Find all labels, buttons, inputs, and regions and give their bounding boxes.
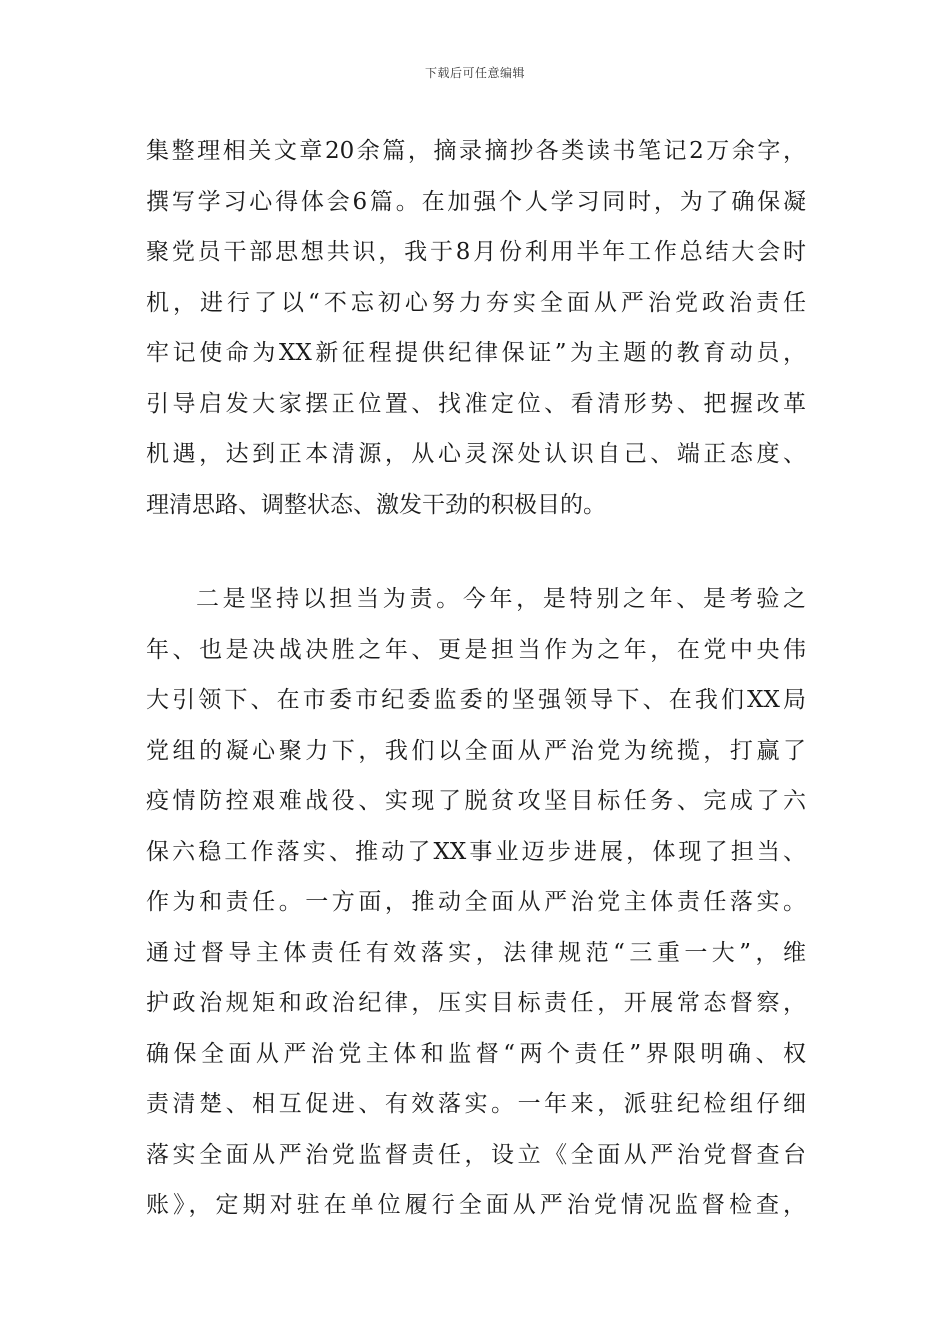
- text-line: 聚党员干部思想共识，我于8月份利用半年工作总结大会时: [146, 239, 806, 265]
- text-line: 二是坚持以担当为责。今年，是特别之年、是考验之: [196, 586, 806, 612]
- text-line: 通过督导主体责任有效落实，法律规范“三重一大”，维: [146, 939, 806, 966]
- text-line: 账》，定期对驻在单位履行全面从严治党情况监督检查，: [146, 1192, 806, 1218]
- text-line: 大引领下、在市委市纪委监委的坚强领导下、在我们XX局: [146, 687, 806, 713]
- text-line: 党组的凝心聚力下，我们以全面从严治党为统揽，打赢了: [146, 737, 806, 764]
- text-line: 作为和责任。一方面，推动全面从严治党主体责任落实。: [146, 889, 806, 915]
- text-line: 理清思路、调整状态、激发干劲的积极目的。: [146, 491, 606, 518]
- text-line: 落实全面从严治党监督责任，设立《全面从严治党督查台: [146, 1141, 806, 1168]
- text-line: 保六稳工作落实、推动了XX事业迈步进展，体现了担当、: [146, 838, 806, 865]
- text-line: 责清楚、相互促进、有效落实。一年来，派驻纪检组仔细: [146, 1091, 806, 1117]
- text-line: 引导启发大家摆正位置、找准定位、看清形势、把握改革: [146, 390, 806, 417]
- text-line: 集整理相关文章20余篇，摘录摘抄各类读书笔记2万余字，: [146, 138, 806, 164]
- page-header: 下载后可任意编辑: [424, 66, 525, 80]
- text-line: 机，进行了以“不忘初心努力夯实全面从严治党政治责任: [146, 289, 806, 316]
- text-line: 机遇，达到正本清源，从心灵深处认识自己、端正态度、: [146, 441, 806, 467]
- text-line: 疫情防控艰难战役、实现了脱贫攻坚目标任务、完成了六: [146, 788, 806, 814]
- text-line: 确保全面从严治党主体和监督“两个责任”界限明确、权: [146, 1040, 806, 1067]
- text-line: 护政治规矩和政治纪律，压实目标责任，开展常态督察，: [146, 990, 806, 1016]
- text-line: 牢记使命为XX新征程提供纪律保证”为主题的教育动员，: [146, 340, 806, 366]
- paragraph-2: [146, 574, 806, 1231]
- paragraph-1: [146, 126, 806, 530]
- text-line: 撰写学习心得体会6篇。在加强个人学习同时，为了确保凝: [146, 188, 806, 215]
- text-line: 年、也是决战决胜之年、更是担当作为之年，在党中央伟: [146, 636, 806, 663]
